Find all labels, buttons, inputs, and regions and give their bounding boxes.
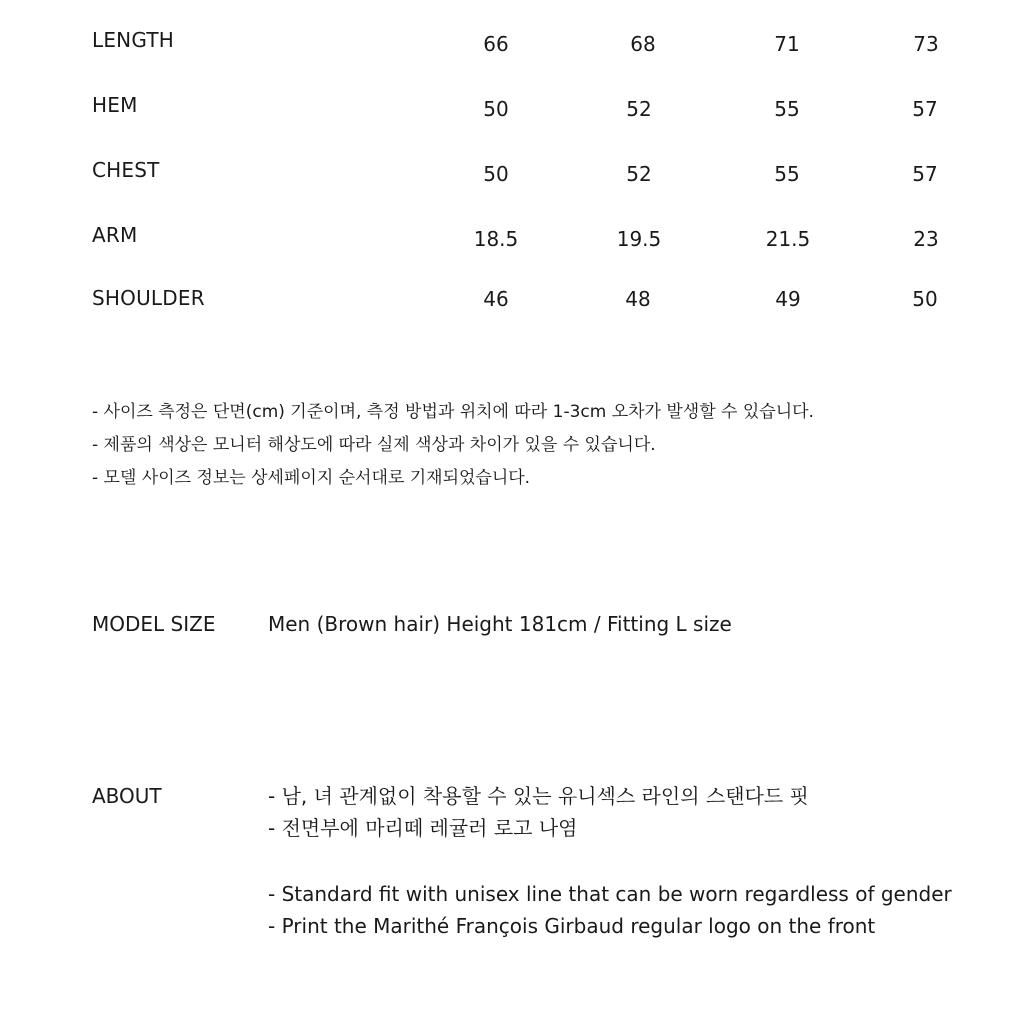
about-item-en: - Print the Marithé François Girbaud regular logo on the front bbox=[268, 914, 876, 938]
about-section bbox=[0, 780, 1020, 950]
size-row-label: LENGTH bbox=[92, 28, 174, 52]
size-row-shoulder bbox=[0, 286, 1020, 316]
size-value: 18.5 bbox=[473, 227, 519, 251]
size-value: 48 bbox=[625, 287, 651, 311]
size-value: 52 bbox=[626, 97, 652, 121]
size-row-chest bbox=[0, 158, 1020, 188]
note-line: - 사이즈 측정은 단면(cm) 기준이며, 측정 방법과 위치에 따라 1-3cm 오차가 발생할 수 있습니다. bbox=[92, 402, 814, 422]
size-row-label: SHOULDER bbox=[92, 286, 205, 310]
about-label: ABOUT bbox=[92, 784, 162, 808]
size-value: 21.5 bbox=[765, 227, 811, 251]
size-value: 50 bbox=[483, 97, 509, 121]
size-value: 68 bbox=[630, 32, 656, 56]
size-value: 46 bbox=[483, 287, 509, 311]
size-row-length bbox=[0, 28, 1020, 58]
model-size-section bbox=[0, 612, 1020, 644]
note-line: - 제품의 색상은 모니터 해상도에 따라 실제 색상과 차이가 있을 수 있습니다. bbox=[92, 435, 656, 455]
size-value: 49 bbox=[775, 287, 801, 311]
about-list bbox=[268, 780, 952, 942]
size-value: 57 bbox=[912, 162, 938, 186]
size-value: 23 bbox=[913, 227, 939, 251]
size-value: 50 bbox=[912, 287, 938, 311]
size-value: 19.5 bbox=[616, 227, 662, 251]
size-row-label: ARM bbox=[92, 223, 138, 247]
model-size-text: Men (Brown hair) Height 181cm / Fitting L size bbox=[268, 612, 732, 636]
about-item-ko: - 남, 녀 관계없이 착용할 수 있는 유니섹스 라인의 스탠다드 핏 bbox=[268, 784, 809, 808]
size-value: 52 bbox=[626, 162, 652, 186]
size-value: 71 bbox=[774, 32, 800, 56]
size-row-label: CHEST bbox=[92, 158, 160, 182]
note-line: - 모델 사이즈 정보는 상세페이지 순서대로 기재되었습니다. bbox=[92, 468, 531, 488]
measurement-notes bbox=[92, 396, 814, 495]
size-row-hem bbox=[0, 93, 1020, 123]
about-item-en: - Standard fit with unisex line that can be worn regardless of gender bbox=[268, 882, 952, 906]
size-value: 73 bbox=[913, 32, 939, 56]
size-value: 66 bbox=[483, 32, 509, 56]
size-value: 50 bbox=[483, 162, 509, 186]
size-row-arm bbox=[0, 223, 1020, 253]
size-row-label: HEM bbox=[92, 93, 138, 117]
about-item-ko: - 전면부에 마리떼 레귤러 로고 나염 bbox=[268, 816, 578, 840]
size-value: 55 bbox=[774, 162, 800, 186]
size-value: 55 bbox=[774, 97, 800, 121]
spacer bbox=[268, 844, 952, 878]
size-value: 57 bbox=[912, 97, 938, 121]
model-size-label: MODEL SIZE bbox=[92, 612, 216, 636]
